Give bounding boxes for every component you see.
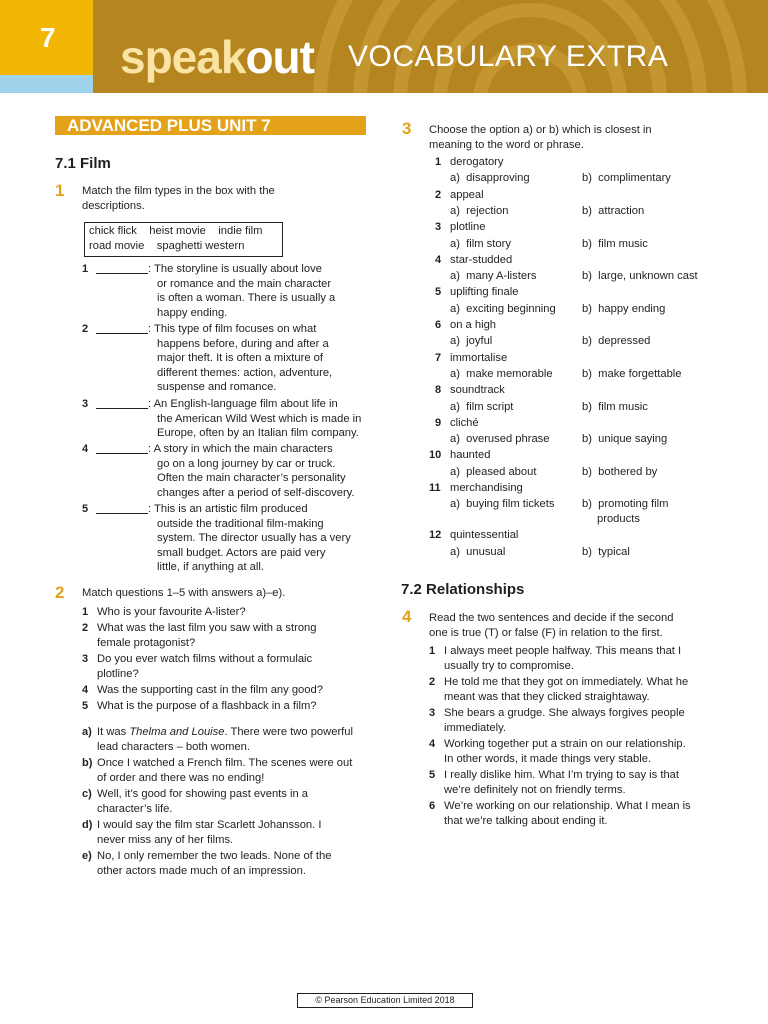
item-number: 9: [435, 416, 442, 429]
list-item-word: derogatory: [450, 156, 504, 168]
list-item: She bears a grudge. She always forgives people immediately.: [444, 707, 685, 734]
item-number: 1: [82, 263, 89, 275]
item-number: 4: [435, 253, 442, 266]
option-a[interactable]: a) many A-listers: [450, 270, 537, 283]
list-item: We’re working on our relationship. What I mean is that we’re talking about ending it.: [444, 800, 691, 827]
cyan-strip: [0, 75, 93, 93]
answer-blank[interactable]: [96, 397, 148, 409]
list-item: Well, it’s good for showing past events in a character’s life.: [97, 788, 309, 815]
list-item: No, I only remember the two leads. None of the other actors made much of an impression.: [97, 850, 332, 877]
option-b-continued: products: [597, 512, 640, 525]
exercise-number-4: 4: [402, 607, 412, 626]
option-b[interactable]: b) large, unknown cast: [582, 270, 698, 283]
list-item: I would say the film star Scarlett Johansson. I never miss any of her films.: [97, 819, 322, 846]
list-item: : This type of film focuses on what happens before, during and after a major theft. It is often a mixture of different themes: action, adventure, suspense and romance.: [148, 323, 333, 394]
answer-blank[interactable]: [96, 502, 148, 514]
answer-blank[interactable]: [96, 442, 148, 454]
item-number: 3: [435, 221, 442, 234]
option-a[interactable]: a) overused phrase: [450, 433, 550, 446]
list-item: Once I watched a French film. The scenes were out of order and there was no ending!: [97, 757, 353, 784]
exercise-number-2: 2: [55, 583, 65, 602]
list-item: Working together put a strain on our relationship. In other words, it made things very stable.: [444, 738, 686, 765]
unit-title-bar: [55, 116, 366, 135]
option-a[interactable]: a) disapproving: [450, 172, 530, 185]
list-item: I always meet people halfway. This means that I usually try to compromise.: [444, 645, 682, 672]
answer-blank[interactable]: [96, 322, 148, 334]
option-b[interactable]: b) film music: [582, 400, 648, 413]
item-number: 2: [435, 188, 442, 201]
list-item: : This is an artistic film produced outside the traditional film-making system. The director usually has a very small budget. Actors are paid very little, if anything at all.: [148, 503, 351, 574]
option-b[interactable]: b) bothered by: [582, 465, 658, 478]
exercise-1-instruction: Match the film types in the box with the descriptions.: [82, 185, 275, 212]
item-number: 7: [435, 351, 442, 364]
exercise-3-instruction: Choose the option a) or b) which is closest in meaning to the word or phrase.: [429, 124, 652, 151]
item-number: 4: [82, 443, 89, 455]
list-item: I really dislike him. What I’m trying to say is that we’re definitely not on friendly terms.: [444, 769, 680, 796]
option-b[interactable]: b) typical: [582, 545, 630, 558]
page-title: VOCABULARY EXTRA: [348, 40, 669, 73]
list-item: He told me that they got on immediately. What he meant was that they clicked straightaway.: [444, 676, 689, 703]
item-number: 11: [429, 482, 441, 494]
list-item: : A story in which the main characters go on a long journey by car or truck. Often the main character’s personality changes after a period of self-discovery.: [148, 443, 355, 499]
item-number: 2: [82, 323, 89, 335]
list-item: : An English-language film about life in the American Wild West which is made in Europe, often by an Italian film company.: [148, 398, 362, 440]
list-item: Do you ever watch films without a formulaic plotline?: [97, 653, 313, 680]
list-item: What is the purpose of a flashback in a film?: [97, 700, 317, 712]
exercise-number-1: 1: [55, 181, 65, 200]
option-b[interactable]: b) make forgettable: [582, 367, 682, 380]
option-a[interactable]: a) make memorable: [450, 367, 553, 380]
exercise-2-instruction: Match questions 1–5 with answers a)–e).: [82, 587, 286, 599]
option-a[interactable]: a) exciting beginning: [450, 302, 556, 315]
list-item-word: cliché: [450, 416, 479, 429]
item-number: 10: [429, 449, 442, 462]
list-item-word: soundtrack: [450, 384, 505, 397]
list-item: What was the last film you saw with a strong female protagonist?: [97, 622, 317, 649]
item-number: 5: [435, 286, 442, 299]
option-a[interactable]: a) pleased about: [450, 465, 537, 478]
item-number: 1: [435, 156, 442, 168]
unit-number-box: [0, 0, 93, 75]
unit-number: 7: [40, 22, 56, 53]
film-types-box: chick flick heist movie indie film road movie spaghetti western: [84, 222, 283, 257]
option-b[interactable]: b) promoting film: [582, 498, 669, 511]
option-b[interactable]: b) depressed: [582, 335, 651, 348]
item-number: 5: [82, 503, 89, 515]
item-number: 12: [429, 529, 442, 542]
speakout-logo: speakout: [120, 31, 314, 83]
unit-title: ADVANCED PLUS UNIT 7: [67, 116, 271, 135]
page-header: [0, 0, 768, 93]
list-item-word: appeal: [450, 188, 484, 201]
item-number: 8: [435, 384, 442, 397]
option-b[interactable]: b) unique saying: [582, 433, 668, 446]
copyright-footer: © Pearson Education Limited 2018: [297, 993, 473, 1008]
list-item-word: uplifting finale: [450, 286, 519, 299]
list-item: It was Thelma and Louise. There were two powerful lead characters – both women.: [97, 726, 353, 753]
list-item-word: immortalise: [450, 351, 508, 364]
list-item-word: quintessential: [450, 529, 519, 542]
section-title-relationships: 7.2 Relationships: [401, 581, 525, 598]
option-a[interactable]: a) buying film tickets: [450, 498, 555, 511]
option-a[interactable]: a) rejection: [450, 204, 509, 217]
option-b[interactable]: b) attraction: [582, 204, 645, 217]
list-item: Who is your favourite A-lister?: [97, 606, 246, 618]
exercise-number-3: 3: [402, 119, 412, 138]
option-a[interactable]: a) film story: [450, 237, 511, 250]
option-a[interactable]: a) unusual: [450, 545, 506, 558]
item-number: 6: [435, 319, 442, 331]
option-a[interactable]: a) film script: [450, 400, 514, 413]
list-item: : The storyline is usually about love or romance and the main character is often a woman. There is usually a happy ending.: [148, 263, 336, 319]
option-a[interactable]: a) joyful: [450, 335, 493, 348]
list-item-word: star-studded: [450, 253, 513, 266]
list-item: Was the supporting cast in the film any good?: [97, 684, 323, 696]
list-item-word: on a high: [450, 319, 497, 331]
list-item-word: merchandising: [450, 482, 523, 494]
item-number: 3: [82, 398, 89, 410]
option-b[interactable]: b) happy ending: [582, 302, 666, 315]
list-item-word: haunted: [450, 449, 491, 462]
option-b[interactable]: b) film music: [582, 237, 648, 250]
answer-blank[interactable]: [96, 262, 148, 274]
exercise-4-instruction: Read the two sentences and decide if the second one is true (T) or false (F) in relation to the first.: [429, 612, 674, 639]
list-item-word: plotline: [450, 221, 486, 234]
option-b[interactable]: b) complimentary: [582, 172, 671, 185]
section-title-film: 7.1 Film: [55, 155, 111, 172]
